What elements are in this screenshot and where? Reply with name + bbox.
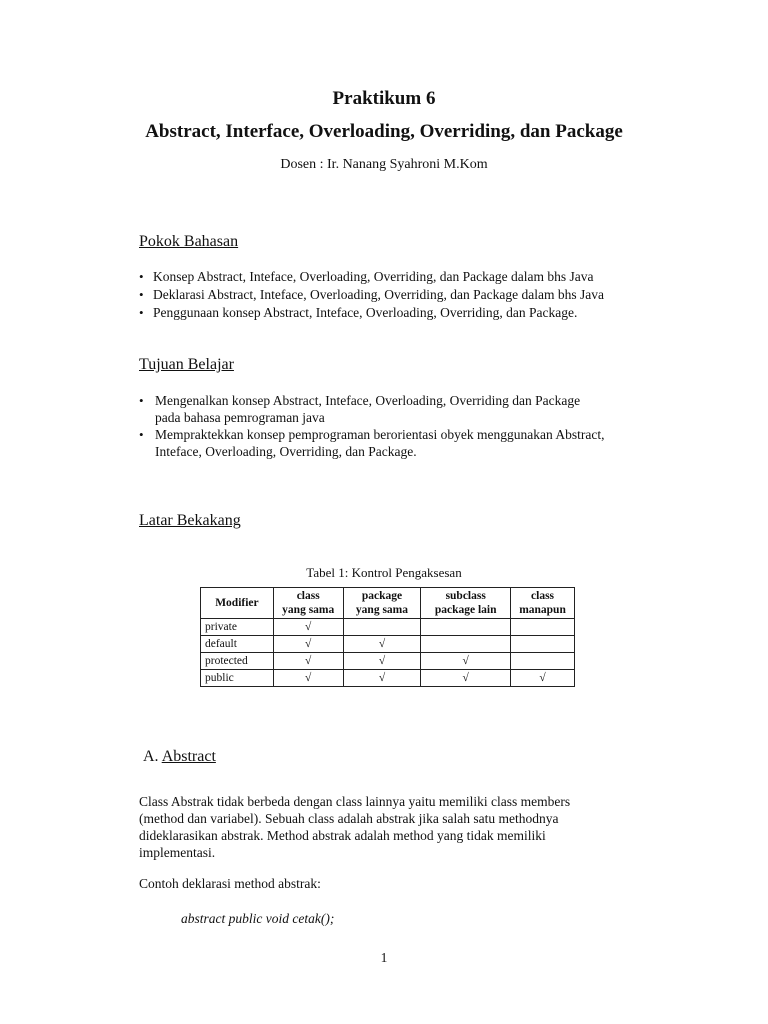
pokok-bahasan-list <box>139 268 604 322</box>
page-number: 1 <box>380 950 388 965</box>
table-cell: public <box>201 670 274 687</box>
check-mark-icon: √ <box>273 653 343 670</box>
lecturer-line: Dosen : Ir. Nanang Syahroni M.Kom <box>280 157 488 172</box>
section-heading-tujuan-belajar: Tujuan Belajar <box>139 356 234 373</box>
table-row <box>201 653 575 670</box>
list-item: • Konsep Abstract, Inteface, Overloading, Overriding, dan Package dalam bhs Java <box>139 269 594 284</box>
paragraph-line: dideklarasikan abstrak. Method abstrak adalah method yang tidak memiliki <box>139 828 546 843</box>
table-header-row <box>201 588 575 619</box>
table-cell <box>343 619 421 636</box>
table-cell: private <box>201 619 274 636</box>
table-cell: protected <box>201 653 274 670</box>
check-mark-icon: √ <box>273 670 343 687</box>
section-heading-abstract <box>143 748 216 766</box>
abstract-paragraph <box>139 793 609 861</box>
list-item: • Mengenalkan konsep Abstract, Inteface, Overloading, Overriding dan Package pada bahasa pemrograman java <box>139 393 581 425</box>
check-mark-icon: √ <box>343 636 421 653</box>
section-title: Abstract <box>161 748 216 765</box>
bullet-icon: • <box>139 269 144 284</box>
check-mark-icon: √ <box>273 636 343 653</box>
column-header-class-yang-sama: class yang sama <box>273 588 343 619</box>
paragraph-line: (method dan variabel). Sebuah class adalah abstrak jika salah satu methodnya <box>139 811 559 826</box>
check-mark-icon: √ <box>421 670 511 687</box>
page-title: Praktikum 6 <box>332 88 436 109</box>
access-control-table <box>200 587 575 687</box>
table-cell <box>421 619 511 636</box>
column-header-package-yang-sama: package yang sama <box>343 588 421 619</box>
table-cell: default <box>201 636 274 653</box>
check-mark-icon: √ <box>343 653 421 670</box>
bullet-icon: • <box>139 427 144 442</box>
section-letter: A. <box>143 748 159 765</box>
list-item: • Deklarasi Abstract, Inteface, Overloading, Overriding, dan Package dalam bhs Java <box>139 287 604 302</box>
list-item: • Penggunaan konsep Abstract, Inteface, Overloading, Overriding, dan Package. <box>139 305 578 320</box>
check-mark-icon: √ <box>273 619 343 636</box>
table-caption: Tabel 1: Kontrol Pengaksesan <box>306 565 462 580</box>
section-heading-latar-belakang: Latar Bekakang <box>139 512 241 529</box>
table-row <box>201 670 575 687</box>
bullet-icon: • <box>139 287 144 302</box>
table-cell <box>421 636 511 653</box>
table-cell <box>511 653 575 670</box>
list-item: • Mempraktekkan konsep pemprograman berorientasi obyek menggunakan Abstract, Inteface, Overloading, Overriding, dan Package. <box>139 427 605 459</box>
paragraph-line: Class Abstrak tidak berbeda dengan class lainnya yaitu memiliki class members <box>139 794 571 809</box>
paragraph-line: implementasi. <box>139 845 216 860</box>
table-row <box>201 619 575 636</box>
table-cell <box>511 636 575 653</box>
bullet-icon: • <box>139 305 144 320</box>
check-mark-icon: √ <box>511 670 575 687</box>
check-mark-icon: √ <box>343 670 421 687</box>
check-mark-icon: √ <box>421 653 511 670</box>
section-heading-pokok-bahasan: Pokok Bahasan <box>139 233 239 250</box>
column-header-subclass-package-lain: subclass package lain <box>421 588 511 619</box>
column-header-class-manapun: class manapun <box>511 588 575 619</box>
code-example: abstract public void cetak(); <box>181 911 335 926</box>
tujuan-belajar-list <box>139 392 605 460</box>
column-header-modifier: Modifier <box>201 588 274 619</box>
bullet-icon: • <box>139 393 144 408</box>
table-row <box>201 636 575 653</box>
example-label: Contoh deklarasi method abstrak: <box>139 876 321 891</box>
page-subtitle: Abstract, Interface, Overloading, Overriding, dan Package <box>145 121 623 142</box>
table-cell <box>511 619 575 636</box>
